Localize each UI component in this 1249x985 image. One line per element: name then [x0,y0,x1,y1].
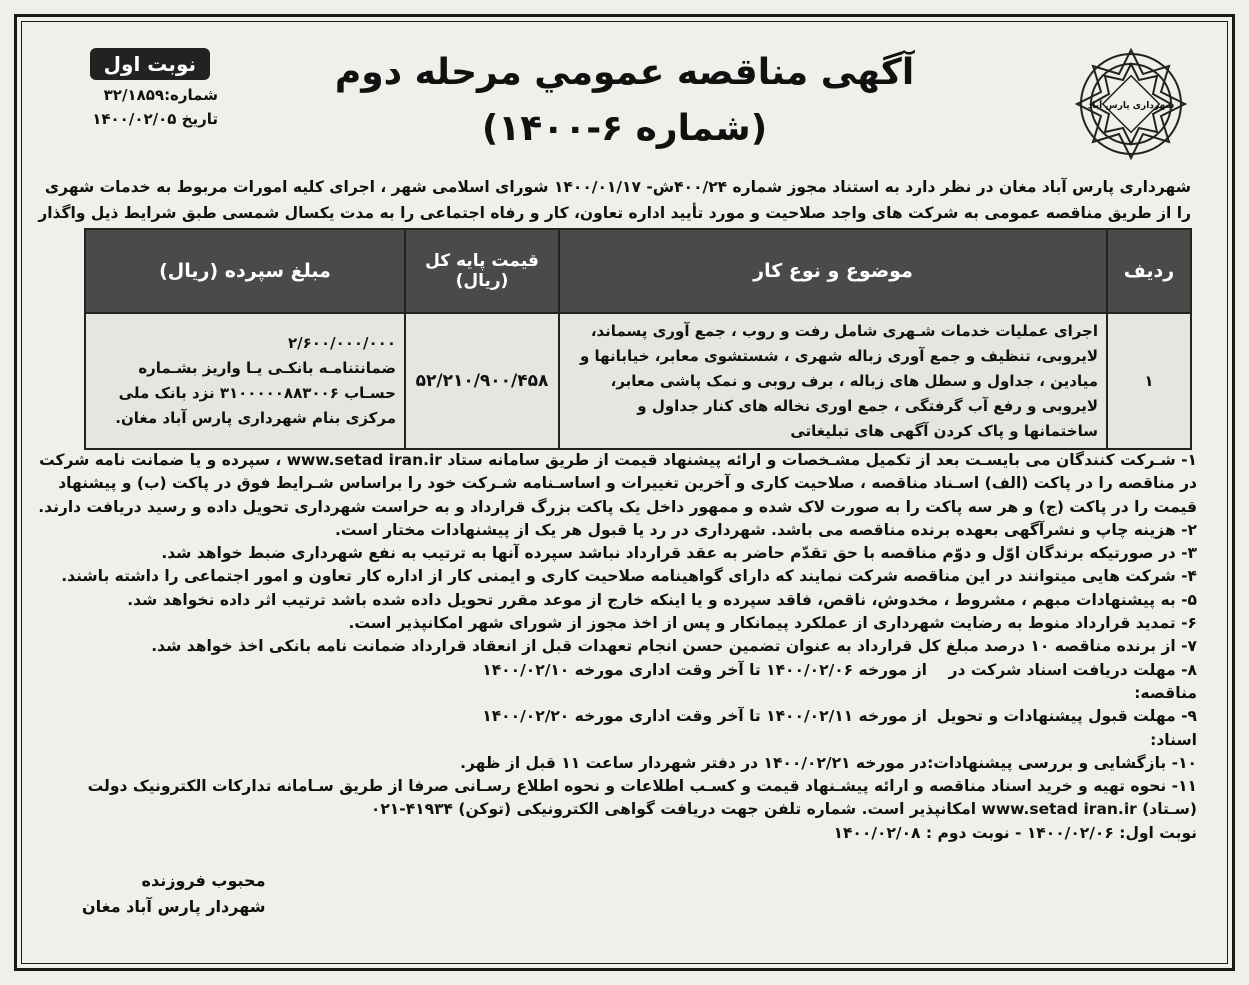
municipality-logo-icon [1071,44,1191,164]
condition-item: ۴- شرکت هایی میتوانند در این مناقصه شرکت نمایند که دارای گواهینامه صلاحیت کاری و ایمنی کار از اداره کار تعاون و امور اجتماعی را داشته باشند. [61,567,1197,586]
condition-item: ۶- تمدید قرارداد منوط به رضایت شهرداری از عملکرد پیمانکار و پس از اخذ مجوز از شورای شهر امکانپذیر است. [348,614,1197,633]
header-row-number: ردیف [1107,229,1191,313]
publish-round-badge: نوبت اول [90,48,210,80]
deposit-amount: ۲/۶۰۰/۰۰۰/۰۰۰ [288,334,396,352]
letter-date: تاریخ ۱۴۰۰/۰۲/۰۵ [92,110,218,128]
table-row [85,313,1191,449]
intro-paragraph: شهرداری پارس آباد مغان در نظر دارد به استناد مجوز شماره ۴۰۰/۲۴ش- ۱۴۰۰/۰۱/۱۷ شورای اسلامی شهر ، اجرای کلیه امورات مربوط به خدمات شهری را از طریق مناقصه عمومی به شرکت های واجد صلاحیت و مورد تأیید اداره تعاون، کار و رفاه اجتماعی را به مدت یکسال شمسی طبق شرایط ذیل واگذار [38,178,1191,222]
deadline-label: ۹- مهلت قبول پیشنهادات و تحویل اسناد: [936,707,1197,749]
condition-item: ۱۱- نحوه تهیه و خرید اسناد مناقصه و ارائه پیشـنهاد قیمت و کسـب اطلاعات و نحوه اطلاع رسـانی صرفا از طریق سـامانه تدارکات الکترونیک دولت (سـتاد) www.setad iran.ir امکانپذیر است. شماره تلفن جهت دریافت گواهی الکترونیکی (توکن) ۴۱۹۳۴-۰۲۱ [87,777,1197,819]
deadline-item [38,659,1197,706]
deadline-value: در مورخه ۱۴۰۰/۰۲/۲۱ در دفتر شهردار ساعت ۱۱ قبل از ظهر. [460,753,927,772]
deadline-item [38,705,1197,752]
deadline-item [38,752,1197,775]
condition-item: ۳- در صورتیکه برندگان اوّل و دوّم مناقصه با حق تقدّم حاضر به عقد قرارداد نباشد سپرده آنها به ترتیب به نفع شهرداری ضبط خواهد شد. [161,544,1197,563]
signer-name: محبوب فروزنده [141,871,266,890]
header-deposit: مبلغ سپرده (ریال) [85,229,405,313]
publish-dates: نوبت اول: ۱۴۰۰/۰۲/۰۶ - نوبت دوم : ۱۴۰۰/۰۲/۰۸ [833,823,1197,842]
signer-title: شهردار پارس آباد مغان [82,897,266,916]
notice-title: آگهی مناقصه عمومي مرحله دوم [334,52,915,93]
letter-number: شماره:۳۲/۱۸۵۹ [103,86,218,104]
header-base-price: قیمت پایه کل (ریال) [405,229,559,313]
cell-deposit [85,313,405,449]
deadline-value: از مورخه ۱۴۰۰/۰۲/۰۶ تا آخر وقت اداری مورخه ۱۴۰۰/۰۲/۱۰ [482,660,927,679]
condition-item: ۷- از برنده مناقصه ۱۰ درصد مبلغ کل قرارداد به عنوان تضمین حسن انجام تعهدات قبل از انعقاد قرارداد ضمانت نامه بانکی اخذ خواهد شد. [151,637,1197,656]
deadline-value: از مورخه ۱۴۰۰/۰۲/۱۱ تا آخر وقت اداری مورخه ۱۴۰۰/۰۲/۲۰ [482,707,927,726]
deadline-label: ۸- مهلت دریافت اسناد شرکت در مناقصه: [948,660,1197,702]
tender-table [84,228,1192,450]
deposit-description: ضمانتنامـه بانکـی یـا واریز بشـماره حسـاب ۳۱۰۰۰۰۰۸۸۳۰۰۶ نزد بانک ملی مرکزی بنام شهرداری پارس آباد مغان. [115,359,396,427]
deadline-label: ۱۰- بازگشایی و بررسی پیشنهادات: [927,753,1197,772]
table-header-row [85,229,1191,313]
notice-number: (شماره ۶-۱۴۰۰) [481,108,768,149]
signature-block [82,868,265,920]
condition-item: ۱- شـرکت کنندگان می بایسـت بعد از تکمیل مشـخصات و ارائه پیشنهاد قیمت از طریق سامانه ستاد www.setad iran.ir ، سپرده و یا ضمانت نامه شرکت در مناقصه را در پاکت (الف) اسـناد مناقصه ، صلاحیت کاری و آخرین تغییرات و اساسـنامه شـرکت خود را براساس شـرایط فوق در پاکت (ب) و پیشنهاد قیمت را در پاکت (ج) و هر سه پاکت را به صورت لاک شده و ممهور داخل یک پاکت بزرگ قرارداد و به حراست شهرداری تحویل داده و رسید دریافت دارند. [38,451,1197,516]
cell-row-number: ۱ [1107,313,1191,449]
header-subject: موضوع و نوع کار [559,229,1107,313]
notice-meta [88,48,218,128]
condition-item: ۲- هزینه چاپ و نشرآگهی بعهده برنده مناقصه می باشد. شهرداری در رد یا قبول هر یک از پیشنهادات مختار است. [335,520,1197,539]
conditions-list [38,449,1197,845]
cell-subject: اجرای عملیات خدمات شـهری شامل رفت و روب ، جمع آوری پسماند، لایروبی، تنظیف و جمع آوری زباله شهری ، شستشوی معابر، خیابانها و میادین ، جداول و سطل های زباله ، برف روبی و نمک پاشی معابر، لایروبی و رفع آب گرفتگی ، جمع اوری نخاله های کنار جداول و ساختمانها و پاک کردن آگهی های تبلیغاتی [559,313,1107,449]
condition-item: ۵- به پیشنهادات مبهم ، مشروط ، مخدوش، ناقص، فاقد سپرده و یا اینکه خارج از موعد مقرر تحویل داده شده باشد ترتیب اثر داده نخواهد شد. [127,590,1197,609]
logo-lettering: شهرداری پارس آباد [1087,101,1175,111]
cell-base-price: ۵۲/۲۱۰/۹۰۰/۴۵۸ [405,313,559,449]
